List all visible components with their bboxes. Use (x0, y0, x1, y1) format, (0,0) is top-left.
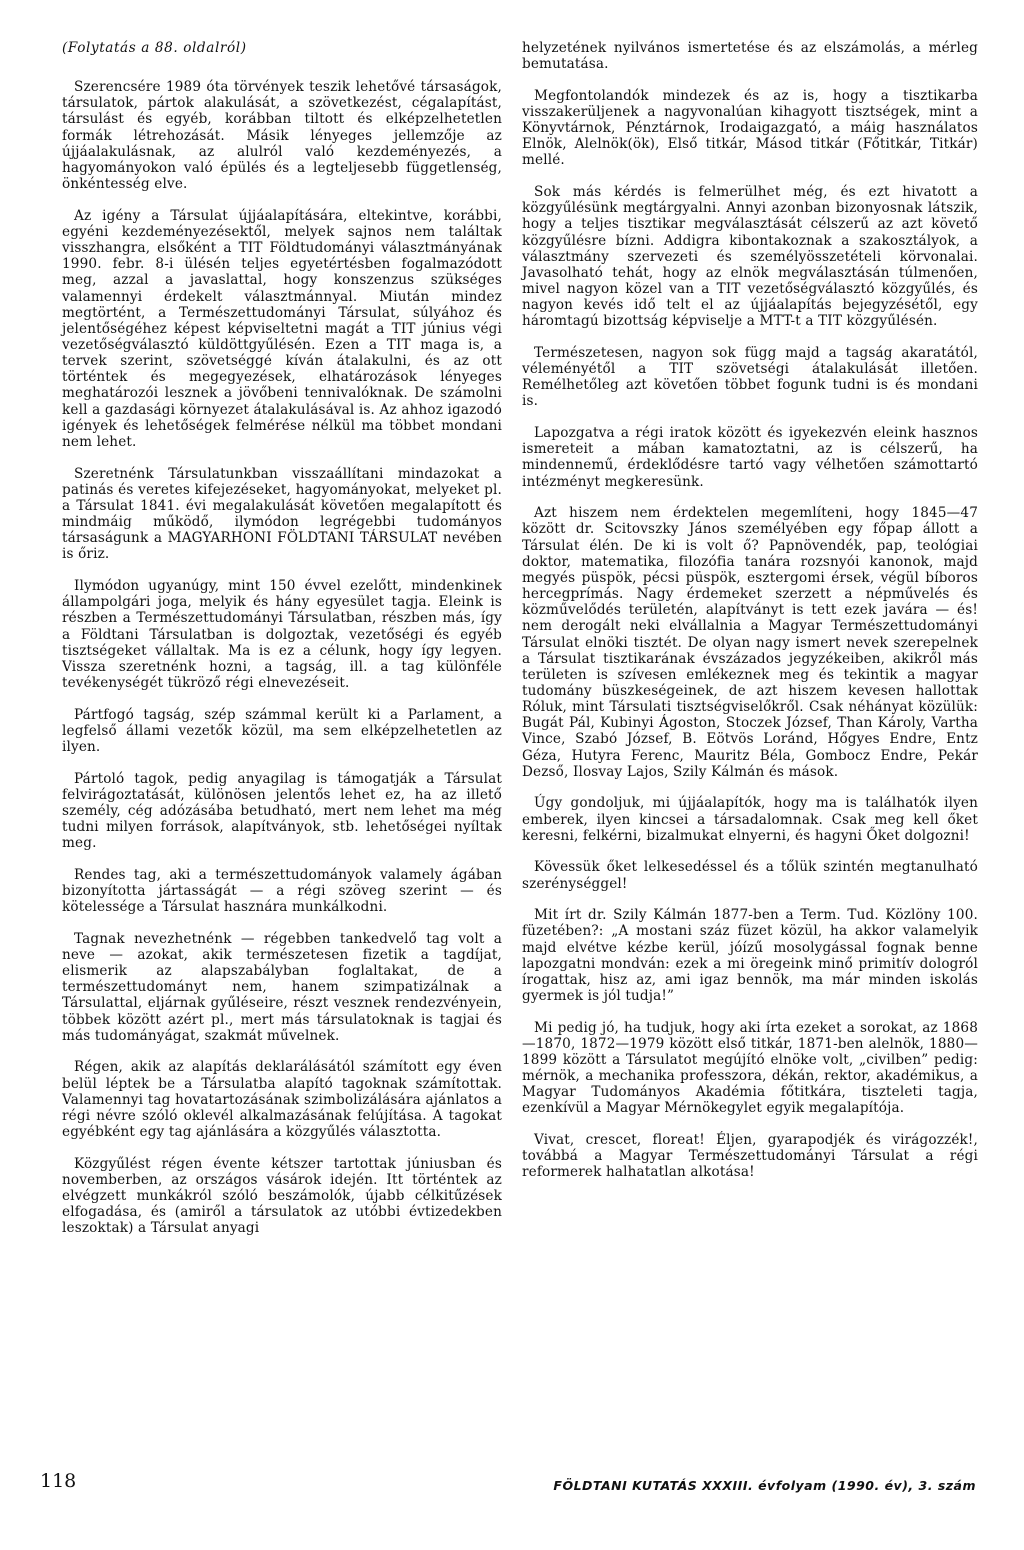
paragraph: Kövessük őket lelkesedéssel és a tőlük szintén megtanulható szerénységgel! (522, 859, 978, 892)
left-column (62, 40, 502, 1252)
paragraph: Megfontolandók mindezek és az is, hogy a tisztikarba visszakerüljenek a nagyvonalúan kihagyott tisztségek, mint a Könyvtárnok, Pénztárnok, Irodaigazgató, a máig használatos Elnök, Alelnök(ök), Első titkár, Másod titkár (Főtitkár, Titkár) mellé. (522, 87, 978, 169)
paragraph: helyzetének nyilvános ismertetése és az elszámolás, a mérleg bemutatása. (522, 40, 978, 73)
paragraph: Az igény a Társulat újjáalapítására, eltekintve, korábbi, egyéni kezdeményezésektől, melyek sajnos nem találtak visszhangra, elsőként a TIT Földtudományi választmányának 1990. febr. 8-i ülésén teljes egyetértésben fogalmazódott meg, azzal a javaslattal, hogy konszenzus szükséges valamennyi érdekelt választmánnyal. Miután mindez megtörtént, a Természettudományi Társulat, súlyához és jelentőségéhez képest képviseltetni magát a TIT június végi vezetőségválasztó küldöttgyűlésén. Ezen a TIT maga is, a tervek szerint, szövetséggé kíván átalakulni, és az ott történtek és megegyezések, elhatározások lényeges meghatározói lesznek a jövőbeni tennivalóknak. De számolni kell a gazdasági környezet átalakulásával is. Az ahhoz igazodó igények és lehetőségek felmérése nélkül ma többet mondani nem lehet. (62, 207, 502, 450)
paragraph: Pártoló tagok, pedig anyagilag is támogatják a Társulat felvirágoztatását, különösen jelentős lehet ez, ha az illető személy, cég adózásába betudható, mert nem lehet ma még tudni milyen források, alapítványok, stb. lehetőségei nyíltak meg. (62, 770, 502, 852)
paragraph: Lapozgatva a régi iratok között és igyekezvén eleink hasznos ismereteit a mában kamatoztatni, az is célszerű, ha mindennemű, érdeklődésre tartó vagy vélhetően számottartó intézményt megkeresünk. (522, 425, 978, 490)
paragraph: Mi pedig jó, ha tudjuk, hogy aki írta ezeket a sorokat, az 1868—1870, 1872—1979 között első titkár, 1871-ben alelnök, 1880—1899 között a Társulatot megújító elnöke volt, „civilben” pedig: mérnök, a mechanika professzora, dékán, rektor, akadémikus, a Magyar Tudományos Akadémia főtitkára, tiszteleti tagja, ezenkívül a Magyar Mérnökegylet egyik megalapítója. (522, 1019, 978, 1117)
continuation-note: (Folytatás a 88. oldalról) (62, 40, 247, 56)
paragraph: Azt hiszem nem érdektelen megemlíteni, hogy 1845—47 között dr. Scitovszky János személyében egy főpap állott a Társulat élén. De ki is volt ő? Papnövendék, pap, teológiai doktor, matematika, filozófia tanára rozsnyói kanonok, majd megyés püspök, pécsi püspök, esztergomi érsek, végül bíboros hercegprímás. Nagy érdemeket szerzett a népművelés és közművelődés területén, alapítványt is tett ezek javára — és! nem derogált neki elvállalnia a Magyar Természettudományi Társulat elnöki tisztét. De olyan nagy ismert nevek szerepelnek a Társulat tisztikarának évszázados jegyzékeiben, akikről más területen is szívesen emlékeznek meg és tekintik a magyar tudomány büszkeségeinek, de azt hiszem kevesen hallottak Róluk, mint Társulati tisztségviselőkről. Csak néhányat közülük: Bugát Pál, Kubinyi Ágoston, Stoczek József, Than Károly, Vartha Vince, Szabó József, B. Eötvös Loránd, Hőgyes Endre, Entz Géza, Hutyra Ferenc, Mauritz Béla, Gombocz Endre, Pekár Dezső, Ilosvay Lajos, Szily Kálmán és mások. (522, 505, 978, 780)
page-number: 118 (40, 1470, 77, 1492)
paragraph: Úgy gondoljuk, mi újjáalapítók, hogy ma is találhatók ilyen emberek, ilyen kincsei a társadalomnak. Csak meg kell őket keresni, felkérni, bizalmukat elnyerni, és hagyni Őket dolgozni! (522, 795, 978, 844)
paragraph: Tagnak nevezhetnénk — régebben tankedvelő tag volt a neve — azokat, akik természetesen fizetik a tagdíjat, elismerik az alapszabályban foglaltakat, de a természettudományt nem, hanem szimpatizálnak a Társulattal, eljárnak gyűléseire, részt vesznek rendezvényein, többek között azért pl., mert más társulatoknak is tagjai és más tudományágat, szakmát művelnek. (62, 930, 502, 1044)
paragraph: Szerencsére 1989 óta törvények teszik lehetővé társaságok, társulatok, pártok alakulását, a szövetkezést, cégalapítást, társulást és egyéb, korábban tiltott és elképzelhetetlen formák létrehozását. Másik lényeges jellemzője az újjáalakulásnak, az alulról való kezdeményezés, a hagyományokon való épülés és a legteljesebb függetlenség, önkéntesség elve. (62, 79, 502, 193)
journal-footer: FÖLDTANI KUTATÁS XXXIII. évfolyam (1990. év), 3. szám (553, 1478, 976, 1493)
paragraph: Régen, akik az alapítás deklarálásától számított egy éven belül léptek be a Társulatba alapító tagoknak számítottak. Valamennyi tag hovatartozásának szimbolizálására ajánlatos a régi névre szóló oklevél alkalmazásának felújítása. A tagokat egyébként egy tag ajánlására a közgyűlés választotta. (62, 1059, 502, 1141)
paragraph: Pártfogó tagság, szép számmal került ki a Parlament, a legfelső állami vezetők közül, ma sem elképzelhetetlen az ilyen. (62, 706, 502, 755)
paragraph: Természetesen, nagyon sok függ majd a tagság akaratától, véleményétől a TIT szövetségi átalakulását illetően. Remélhetőleg azt követően többet fogunk tudni is és mondani is. (522, 345, 978, 410)
right-column (522, 40, 978, 1196)
paragraph: Vivat, crescet, floreat! Éljen, gyarapodjék és virágozzék!, továbbá a Magyar Természettudományi Társulat a régi reformerek halhatatlan alkotása! (522, 1132, 978, 1181)
paragraph: Rendes tag, aki a természettudományok valamely ágában bizonyította jártasságát — a régi szöveg szerint — és kötelessége a Társulat hasznára munkálkodni. (62, 866, 502, 916)
paragraph: Ilymódon ugyanúgy, mint 150 évvel ezelőtt, mindenkinek állampolgári joga, melyik és hány egyesület tagja. Eleink is részben a Természettudományi Társulatban, részben más, így a Földtani Társulatban is dolgoztak, vezetőségi és egyéb tisztségeket vállaltak. Ma is ez a célunk, hogy így legyen. Vissza szeretnénk hozni, a tagság, ill. a tag különféle tevékenységét tükröző régi elnevezéseit. (62, 578, 502, 691)
paragraph: Közgyűlést régen évente kétszer tartottak júniusban és novemberben, az országos vásárok idején. Itt történtek az elvégzett munkákról szóló beszámolók, újabb célkitűzések elfogadása, és (amiről a társulatok az utóbbi évtizedekben leszoktak) a Társulat anyagi (62, 1155, 502, 1237)
paragraph: Mit írt dr. Szily Kálmán 1877-ben a Term. Tud. Közlöny 100. füzetében?: „A mostani száz füzet közül, ha akkor valamelyik majd elvétve kézbe kerül, jóízű mosolygással fognak benne lapozgatni mondván: ezek a mi öregeink minő primitív dologról írogattak, hisz az, ami igaz bennök, ma már minden iskolás gyermek is jól tudja!” (522, 907, 978, 1004)
paragraph: Sok más kérdés is felmerülhet még, és ezt hivatott a közgyűlésünk megtárgyalni. Annyi azonban bizonyosnak látszik, hogy a teljes tisztikar megválasztását célszerű az azt követő közgyűlésre bízni. Addigra kibontakoznak a szakosztályok, a választmány szervezeti és személyösszetételi körvonalai. Javasolható tehát, hogy az elnök megválasztásán túlmenően, mivel nagyon közel van a TIT vezetőségválasztó közgyűlés, és nagyon kevés idő telt el az újjáalapítás bejegyzésétől, egy háromtagú bizottság képviselje a MTT-t a TIT közgyűlésén. (522, 184, 978, 330)
paragraph: Szeretnénk Társulatunkban visszaállítani mindazokat a patinás és veretes kifejezéseket, hagyományokat, melyeket pl. a Társulat 1841. évi megalakulását követően megalapított és mindmáig működő, ilymódon legrégebbi tudományos társaságunk a MAGYARHONI FÖLDTANI TÁRSULAT nevében is őriz. (62, 465, 502, 563)
